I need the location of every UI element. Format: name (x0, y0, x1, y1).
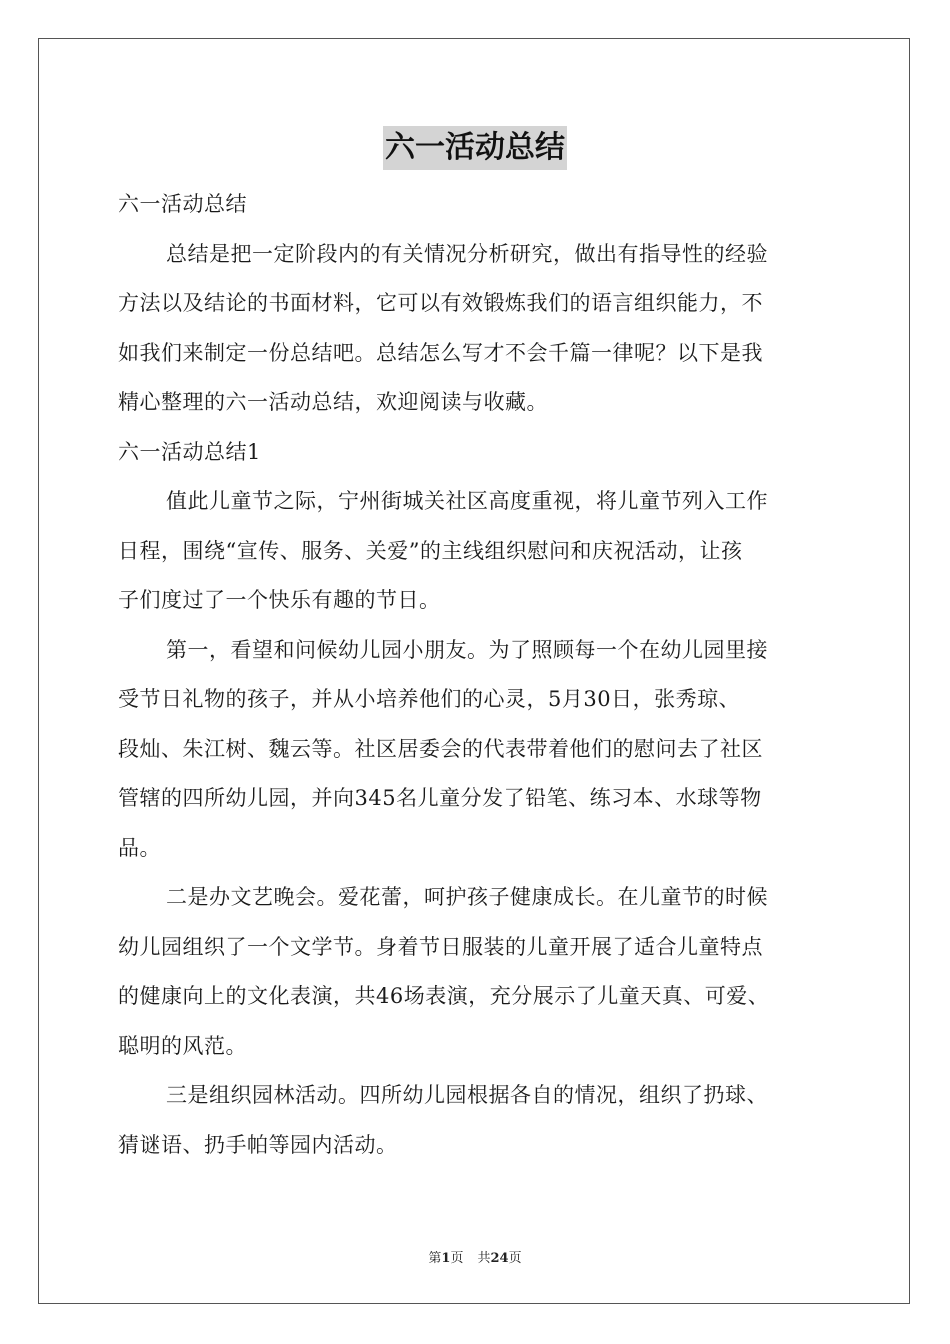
document-body (118, 180, 838, 1170)
page-number: 1 (441, 1251, 451, 1266)
paragraph-line: 猜谜语、扔手帕等园内活动。 (118, 1132, 398, 1157)
paragraph-line: 幼儿园组织了一个文学节。身着节日服装的儿童开展了适合儿童特点 (118, 934, 763, 959)
page-footer (0, 1247, 950, 1266)
paragraph-line: 受节日礼物的孩子，并从小培养他们的心灵，5月30日，张秀琼、 (118, 687, 741, 711)
paragraph-line: 精心整理的六一活动总结，欢迎阅读与收藏。 (118, 390, 548, 414)
paragraph-line: 如我们来制定一份总结吧。总结怎么写才不会千篇一律呢？以下是我 (118, 340, 763, 365)
paragraph-line: 第一，看望和问候幼儿园小朋友。为了照顾每一个在幼儿园里接 (166, 637, 768, 662)
paragraph-line: 管辖的四所幼儿园，并向345名儿童分发了铅笔、练习本、水球等物 (118, 786, 762, 810)
paragraph-line: 方法以及结论的书面材料，它可以有效锻炼我们的语言组织能力，不 (118, 291, 763, 315)
page-prefix: 第 (428, 1251, 442, 1266)
paragraph-line: 值此儿童节之际，宁州街城关社区高度重视，将儿童节列入工作 (166, 489, 768, 513)
section-heading: 六一活动总结1 (118, 439, 261, 464)
paragraph-line: 聪明的风范。 (118, 1033, 247, 1058)
total-prefix: 共 (477, 1251, 491, 1266)
page-suffix: 页 (450, 1251, 464, 1266)
paragraph-line: 段灿、朱江树、魏云等。社区居委会的代表带着他们的慰问去了社区 (118, 736, 763, 761)
title-container (0, 126, 950, 170)
total-pages: 24 (490, 1251, 509, 1266)
section-heading: 六一活动总结 (118, 192, 247, 216)
paragraph-line: 总结是把一定阶段内的有关情况分析研究，做出有指导性的经验 (166, 241, 768, 266)
paragraph-line: 日程，围绕“宣传、服务、关爱”的主线组织慰问和庆祝活动，让孩 (118, 538, 743, 563)
document-title: 六一活动总结 (383, 126, 567, 170)
total-suffix: 页 (508, 1251, 522, 1266)
paragraph-line: 二是办文艺晚会。爱花蕾，呵护孩子健康成长。在儿童节的时候 (166, 885, 768, 909)
paragraph-line: 三是组织园林活动。四所幼儿园根据各自的情况，组织了扔球、 (166, 1083, 768, 1107)
paragraph-line: 的健康向上的文化表演，共46场表演，充分展示了儿童天真、可爱、 (118, 984, 770, 1008)
paragraph-line: 品。 (118, 835, 161, 860)
paragraph-line: 子们度过了一个快乐有趣的节日。 (118, 588, 441, 612)
